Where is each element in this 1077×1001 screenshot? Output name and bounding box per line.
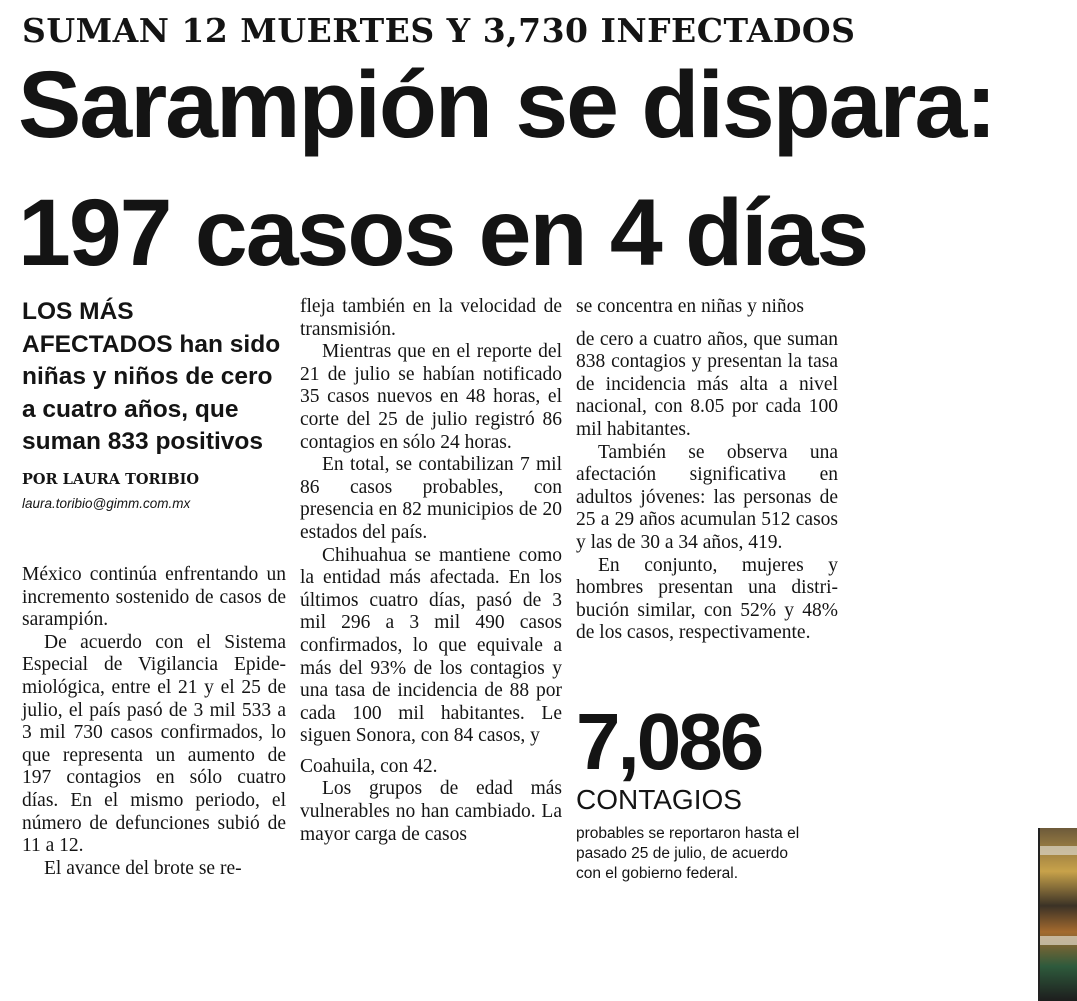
text-column-1 (22, 564, 286, 880)
paragraph: México continúa enfrentando un incremento sostenido de casos de sarampión. (22, 564, 286, 631)
paragraph: se concentra en niñas y niños (576, 296, 804, 317)
paragraph: Los grupos de edad más vulnerables no han cambiado. La mayor carga de casos (300, 778, 562, 845)
paragraph: Mientras que en el reporte del 21 de julio se habían notificado 35 casos nuevos en 48 horas, el corte del 25 de julio registró 86 contagios en sólo 24 horas. (300, 341, 562, 453)
paragraph: de cero a cuatro años, que suman 838 contagios y presentan la tasa de incidencia más alta a nivel nacional, con 8.05 por cada 100 mil habitantes. (576, 328, 838, 440)
deck-summary: LOS MÁS AFECTADOS han sido niñas y niños de cero a cuatro años, que suman 833 positivos (22, 298, 281, 455)
paragraph: También se observa una afectación significativa en adultos jóvenes: las personas de 25 a 29 años acumulan 512 casos y las de 30 a 34 años, 419. (576, 441, 838, 553)
stat-description: probables se reportaron hasta el pasado 25 de julio, de acuerdo con el gobierno federal. (576, 825, 800, 882)
stat-label: CONTAGIOS (576, 784, 742, 815)
ad-thumbnail (1038, 828, 1077, 1001)
stat-number: 7,086 (576, 697, 762, 786)
kicker: SUMAN 12 MUERTES Y 3,730 INFECTADOS (22, 11, 856, 50)
paragraph: En conjunto, mujeres y hombres presentan una distribución similar, con 52% y 48% de los casos, respectivamente. (576, 554, 838, 644)
paragraph: fleja también en la velocidad de transmisión. (300, 296, 562, 340)
headline-line-1: Sarampión se dispara: (18, 52, 995, 158)
byline: POR LAURA TORIBIO (22, 470, 199, 488)
text-column-2 (300, 296, 562, 846)
paragraph: El avance del brote se re- (44, 857, 242, 879)
author-email[interactable]: laura.toribio@gimm.com.mx (22, 495, 191, 511)
paragraph: Chihuahua se mantiene como la entidad más afectada. En los últimos cuatro días, pasó de 3 mil 296 a 3 mil 490 casos confirmados, lo que equivale a más del 93% de los contagios y una tasa de incidencia de 88 por cada 100 mil habitantes. Le siguen Sonora, con 84 casos, y (300, 544, 562, 747)
paragraph: En total, se contabilizan 7 mil 86 casos probables, con presencia en 82 municipios de 20 estados del país. (300, 454, 562, 543)
text-column-3 (576, 296, 838, 645)
paragraph: Coahuila, con 42. (300, 755, 438, 777)
paragraph: De acuerdo con el Sistema Especial de Vigilancia Epidemiológica, entre el 21 y el 25 de julio, el país pasó de 3 mil 533 a 3 mil 730 casos confirmados, lo que representa un aumento de 197 contagios en sólo cuatro días. En el mismo periodo, el número de defunciones subió de 11 a 12. (22, 631, 286, 857)
sidebar-deck (22, 296, 284, 511)
stat-callout (576, 697, 838, 884)
headline-line-2: 197 casos en 4 días (18, 180, 868, 286)
